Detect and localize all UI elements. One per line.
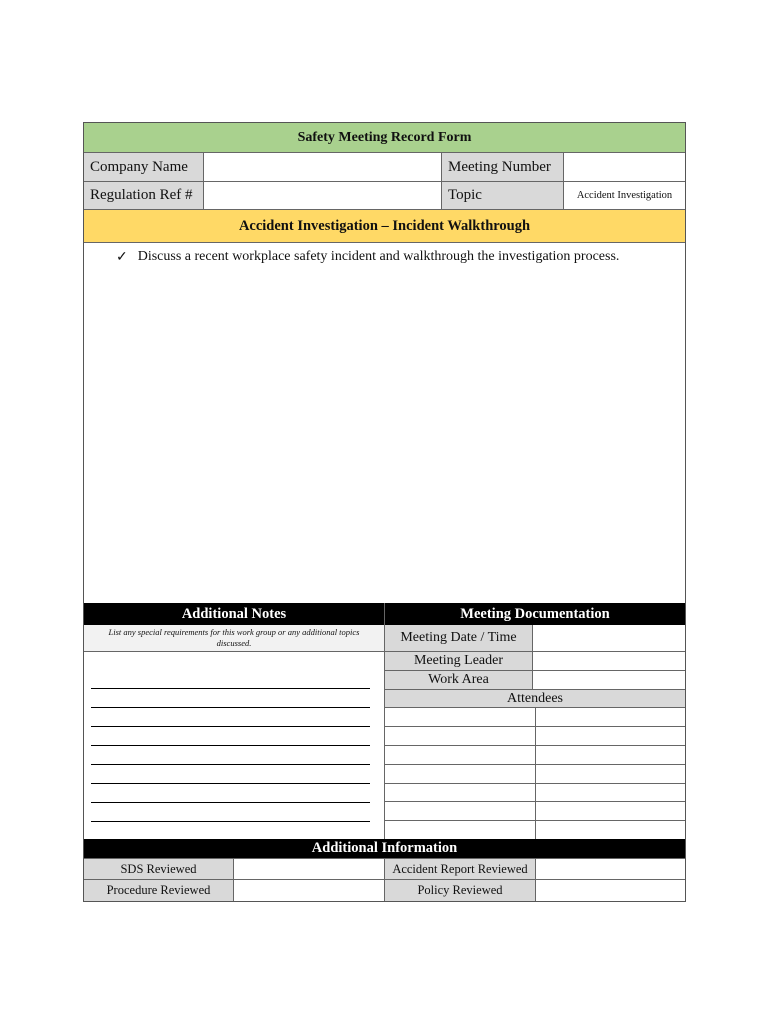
company-name-field[interactable] (204, 153, 442, 181)
note-line[interactable] (91, 708, 370, 727)
topic-label: Topic (442, 182, 564, 209)
accident-report-reviewed-label: Accident Report Reviewed (385, 859, 536, 879)
attendee-row (385, 784, 685, 802)
attendee-field[interactable] (385, 708, 536, 726)
note-line[interactable] (91, 670, 370, 689)
info-row-1 (84, 859, 685, 880)
work-area-row (385, 671, 685, 690)
attendee-row (385, 746, 685, 765)
attendees-label: Attendees (385, 690, 685, 707)
info-row-2 (84, 880, 685, 901)
company-name-label: Company Name (84, 153, 204, 181)
policy-reviewed-field[interactable] (536, 880, 685, 901)
attendee-field[interactable] (385, 746, 536, 764)
accident-report-reviewed-field[interactable] (536, 859, 685, 879)
attendee-field[interactable] (536, 708, 685, 726)
attendee-field[interactable] (536, 784, 685, 801)
form-title-row (84, 123, 685, 153)
attendee-field[interactable] (536, 746, 685, 764)
attendee-field[interactable] (536, 802, 685, 820)
regulation-ref-label: Regulation Ref # (84, 182, 204, 209)
topic-value[interactable]: Accident Investigation (576, 190, 673, 201)
safety-meeting-form (83, 122, 686, 902)
attendee-field[interactable] (385, 765, 536, 783)
regulation-row (84, 182, 685, 210)
leader-row (385, 652, 685, 671)
date-time-field[interactable] (533, 625, 685, 651)
attendee-row (385, 802, 685, 821)
leader-label: Meeting Leader (385, 652, 533, 670)
work-area-field[interactable] (533, 671, 685, 689)
section-title: Accident Investigation – Incident Walkthrough (84, 210, 685, 242)
date-time-label: Meeting Date / Time (385, 625, 533, 651)
documentation-column (385, 603, 685, 839)
meeting-number-field[interactable] (564, 153, 685, 181)
note-line[interactable] (91, 765, 370, 784)
note-line[interactable] (91, 746, 370, 765)
attendee-field[interactable] (385, 784, 536, 801)
additional-info-title: Additional Information (84, 839, 685, 858)
sds-reviewed-field[interactable] (234, 859, 385, 879)
meeting-number-label: Meeting Number (442, 153, 564, 181)
section-title-row (84, 210, 685, 243)
attendee-field[interactable] (385, 727, 536, 745)
section-body (84, 243, 685, 603)
procedure-reviewed-field[interactable] (234, 880, 385, 901)
note-line[interactable] (91, 689, 370, 708)
attendee-row (385, 765, 685, 784)
notes-title: Additional Notes (84, 603, 384, 625)
attendee-row (385, 727, 685, 746)
policy-reviewed-label: Policy Reviewed (385, 880, 536, 901)
attendee-field[interactable] (536, 765, 685, 783)
attendee-field[interactable] (385, 802, 536, 820)
notes-hint: List any special requirements for this work group or any additional topics discussed. (84, 625, 384, 652)
checkmark-icon: ✓ (116, 250, 128, 265)
company-row (84, 153, 685, 182)
attendee-field[interactable] (385, 821, 536, 839)
additional-info-title-row (84, 839, 685, 859)
note-line[interactable] (91, 727, 370, 746)
lower-section (84, 603, 685, 839)
procedure-reviewed-label: Procedure Reviewed (84, 880, 234, 901)
attendee-row (385, 708, 685, 727)
sds-reviewed-label: SDS Reviewed (84, 859, 234, 879)
notes-column (84, 603, 385, 839)
note-line[interactable] (91, 784, 370, 803)
attendee-field[interactable] (536, 727, 685, 745)
regulation-ref-field[interactable] (204, 182, 442, 209)
date-time-row (385, 625, 685, 652)
bullet-text: Discuss a recent workplace safety incident and walkthrough the investigation process. (137, 249, 620, 264)
leader-field[interactable] (533, 652, 685, 670)
documentation-title: Meeting Documentation (385, 603, 685, 625)
attendees-header-row (385, 690, 685, 708)
form-title: Safety Meeting Record Form (84, 123, 685, 152)
attendee-row (385, 821, 685, 839)
work-area-label: Work Area (385, 671, 533, 689)
bullet-item (116, 249, 619, 266)
notes-lines[interactable] (84, 652, 384, 838)
note-line[interactable] (91, 803, 370, 822)
attendee-field[interactable] (536, 821, 685, 839)
